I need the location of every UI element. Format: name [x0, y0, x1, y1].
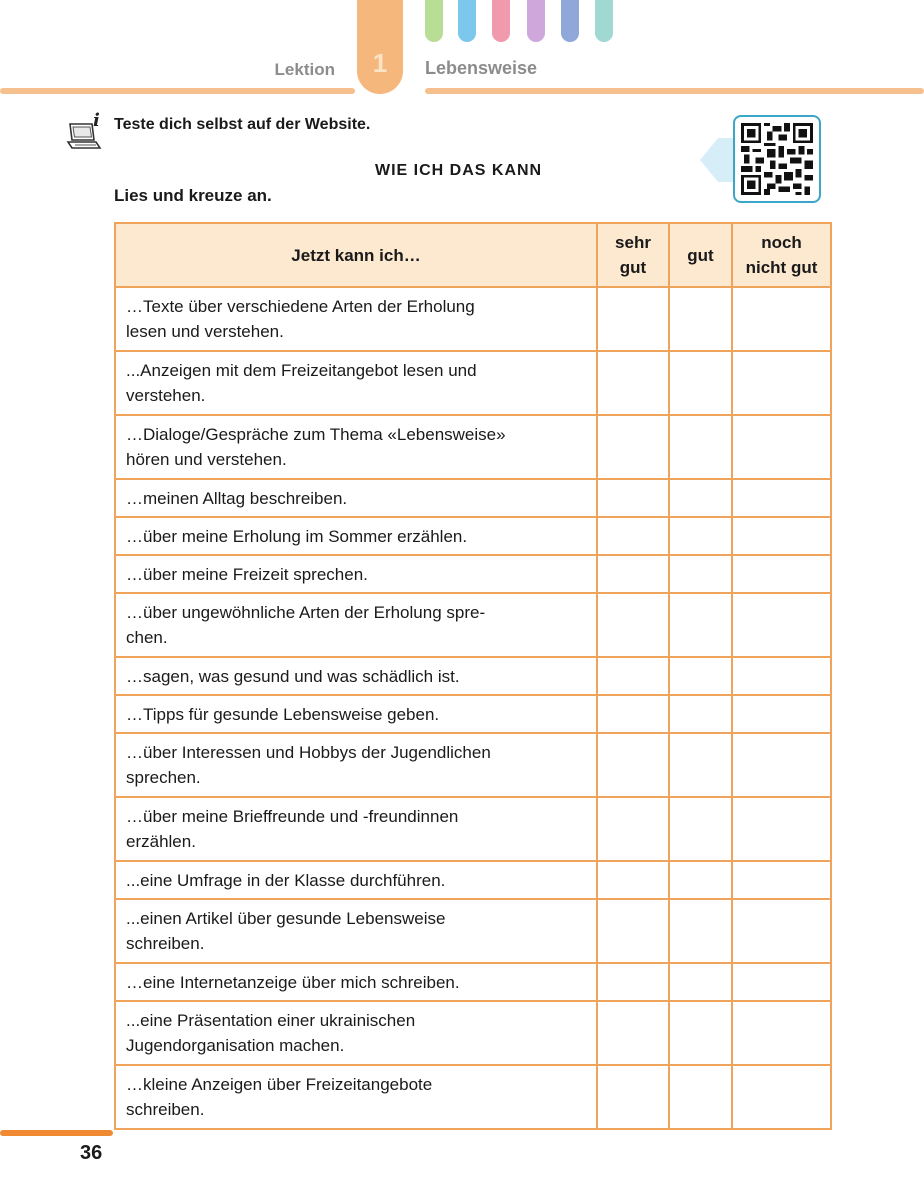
check-cell-not-yet[interactable] — [732, 517, 831, 555]
lesson-number: 1 — [372, 48, 388, 78]
statement-cell — [115, 695, 597, 733]
check-cell-not-yet[interactable] — [732, 963, 831, 1001]
check-cell-very-good[interactable] — [597, 1001, 669, 1065]
table-row — [115, 593, 831, 657]
statement-line: …kleine Anzeigen über Freizeitangebote — [126, 1075, 433, 1094]
header-good — [669, 223, 732, 287]
check-cell-good[interactable] — [669, 861, 732, 899]
statement-line: Jugendorganisation machen. — [126, 1036, 345, 1055]
statement-line: …meinen Alltag beschreiben. — [126, 488, 348, 508]
chapter-tab-4 — [527, 0, 545, 42]
table-row — [115, 657, 831, 695]
check-cell-good[interactable] — [669, 287, 732, 351]
check-cell-good[interactable] — [669, 555, 732, 593]
statement-line: …sagen, was gesund und was schädlich ist. — [126, 666, 460, 686]
check-cell-not-yet[interactable] — [732, 415, 831, 479]
check-cell-good[interactable] — [669, 1065, 732, 1129]
check-cell-not-yet[interactable] — [732, 695, 831, 733]
chapter-tab-1 — [425, 0, 443, 42]
check-cell-good[interactable] — [669, 733, 732, 797]
lektion-label: Lektion — [274, 60, 335, 79]
statement-line: …Tipps für gesunde Lebensweise geben. — [126, 704, 440, 724]
statement-line: …über meine Brieffreunde und -freundinnen — [126, 807, 459, 826]
table-row — [115, 1001, 831, 1065]
statement-line: …über ungewöhnliche Arten der Erholung spre- — [126, 603, 486, 622]
check-cell-very-good[interactable] — [597, 733, 669, 797]
check-cell-very-good[interactable] — [597, 351, 669, 415]
statement-line: ...eine Präsentation einer ukrainischen — [126, 1011, 416, 1030]
footer-rule — [0, 1130, 113, 1136]
website-note: Teste dich selbst auf der Website. — [114, 116, 371, 133]
statement-cell — [115, 351, 597, 415]
check-cell-very-good[interactable] — [597, 287, 669, 351]
check-cell-very-good[interactable] — [597, 963, 669, 1001]
statement-line: schreiben. — [126, 1100, 205, 1119]
statement-line: schreiben. — [126, 934, 205, 953]
check-cell-good[interactable] — [669, 1001, 732, 1065]
statement-cell — [115, 593, 597, 657]
check-cell-very-good[interactable] — [597, 415, 669, 479]
table-row — [115, 287, 831, 351]
header-not-yet-line1: noch — [761, 233, 802, 252]
laptop-info-icon — [66, 112, 106, 152]
check-cell-not-yet[interactable] — [732, 555, 831, 593]
header-statement-label: Jetzt kann ich… — [291, 245, 421, 265]
check-cell-not-yet[interactable] — [732, 861, 831, 899]
instruction: Lies und kreuze an. — [114, 186, 272, 205]
table-row — [115, 899, 831, 963]
statement-cell — [115, 733, 597, 797]
statement-cell — [115, 797, 597, 861]
check-cell-very-good[interactable] — [597, 517, 669, 555]
section-title: WIE ICH DAS KANN — [375, 162, 543, 179]
table-row — [115, 733, 831, 797]
statement-cell — [115, 555, 597, 593]
statement-line: ...einen Artikel über gesunde Lebensweise — [126, 909, 446, 928]
header-statement — [115, 223, 597, 287]
check-cell-very-good[interactable] — [597, 797, 669, 861]
table-row — [115, 695, 831, 733]
table-row — [115, 415, 831, 479]
check-cell-not-yet[interactable] — [732, 733, 831, 797]
statement-cell — [115, 1001, 597, 1065]
chapter-tab-5 — [561, 0, 579, 42]
lesson-tab — [357, 0, 403, 94]
check-cell-very-good[interactable] — [597, 695, 669, 733]
check-cell-very-good[interactable] — [597, 899, 669, 963]
statement-line: verstehen. — [126, 386, 206, 405]
check-cell-good[interactable] — [669, 797, 732, 861]
statement-cell — [115, 479, 597, 517]
check-cell-good[interactable] — [669, 695, 732, 733]
check-cell-good[interactable] — [669, 657, 732, 695]
check-cell-not-yet[interactable] — [732, 797, 831, 861]
check-cell-very-good[interactable] — [597, 593, 669, 657]
check-cell-not-yet[interactable] — [732, 351, 831, 415]
statement-line: …über Interessen und Hobbys der Jugendlichen — [126, 743, 491, 762]
table-row — [115, 351, 831, 415]
check-cell-very-good[interactable] — [597, 479, 669, 517]
table-row — [115, 963, 831, 1001]
table-header-row — [115, 223, 831, 287]
check-cell-very-good[interactable] — [597, 1065, 669, 1129]
header-not-yet-line2: nicht gut — [745, 258, 818, 277]
svg-text:i: i — [93, 112, 100, 131]
statement-line: …eine Internetanzeige über mich schreiben. — [126, 972, 460, 992]
table-row — [115, 797, 831, 861]
statement-cell — [115, 657, 597, 695]
chapter-tab-2 — [458, 0, 476, 42]
check-cell-good[interactable] — [669, 351, 732, 415]
qr-code-frame[interactable] — [733, 115, 821, 203]
statement-line: erzählen. — [126, 832, 196, 851]
check-cell-not-yet[interactable] — [732, 287, 831, 351]
check-cell-not-yet[interactable] — [732, 899, 831, 963]
statement-line: ...eine Umfrage in der Klasse durchführen. — [126, 870, 446, 890]
header-very-good-line1: sehr — [615, 233, 651, 252]
check-cell-good[interactable] — [669, 479, 732, 517]
check-cell-not-yet[interactable] — [732, 479, 831, 517]
header-good-label: gut — [687, 245, 714, 265]
table-row — [115, 861, 831, 899]
check-cell-good[interactable] — [669, 517, 732, 555]
statement-cell — [115, 963, 597, 1001]
statement-cell — [115, 517, 597, 555]
check-cell-not-yet[interactable] — [732, 593, 831, 657]
check-cell-good[interactable] — [669, 593, 732, 657]
header-rule-left — [0, 88, 355, 94]
statement-cell — [115, 861, 597, 899]
statement-line: sprechen. — [126, 768, 201, 787]
chapter-tab-3 — [492, 0, 510, 42]
check-cell-good[interactable] — [669, 963, 732, 1001]
statement-line: …über meine Erholung im Sommer erzählen. — [126, 526, 468, 546]
header-not-yet-good — [732, 223, 831, 287]
statement-line: …über meine Freizeit sprechen. — [126, 564, 368, 584]
check-cell-not-yet[interactable] — [732, 1065, 831, 1129]
check-cell-very-good[interactable] — [597, 555, 669, 593]
statement-line: …Texte über verschiedene Arten der Erholung — [126, 297, 475, 316]
statement-cell — [115, 899, 597, 963]
check-cell-good[interactable] — [669, 415, 732, 479]
check-cell-very-good[interactable] — [597, 861, 669, 899]
statement-cell — [115, 287, 597, 351]
statement-cell — [115, 1065, 597, 1129]
statement-line: …Dialoge/Gespräche zum Thema «Lebensweise» — [126, 425, 506, 444]
qr-code-icon[interactable] — [741, 123, 813, 195]
header-very-good-line2: gut — [619, 258, 647, 277]
table-row — [115, 555, 831, 593]
check-cell-good[interactable] — [669, 899, 732, 963]
statement-line: lesen und verstehen. — [126, 322, 284, 341]
chapter-tab-6 — [595, 0, 613, 42]
check-cell-very-good[interactable] — [597, 657, 669, 695]
check-cell-not-yet[interactable] — [732, 657, 831, 695]
statement-cell — [115, 415, 597, 479]
statement-line: hören und verstehen. — [126, 450, 287, 469]
lesson-title: Lebensweise — [425, 58, 538, 78]
self-assessment-table — [114, 222, 832, 1130]
header-rule-right — [425, 88, 924, 94]
statement-line: chen. — [126, 628, 168, 647]
table-row — [115, 517, 831, 555]
header-very-good — [597, 223, 669, 287]
page-number: 36 — [80, 1142, 103, 1164]
statement-line: ...Anzeigen mit dem Freizeitangebot lesen und — [126, 361, 477, 380]
check-cell-not-yet[interactable] — [732, 1001, 831, 1065]
table-row — [115, 1065, 831, 1129]
table-row — [115, 479, 831, 517]
